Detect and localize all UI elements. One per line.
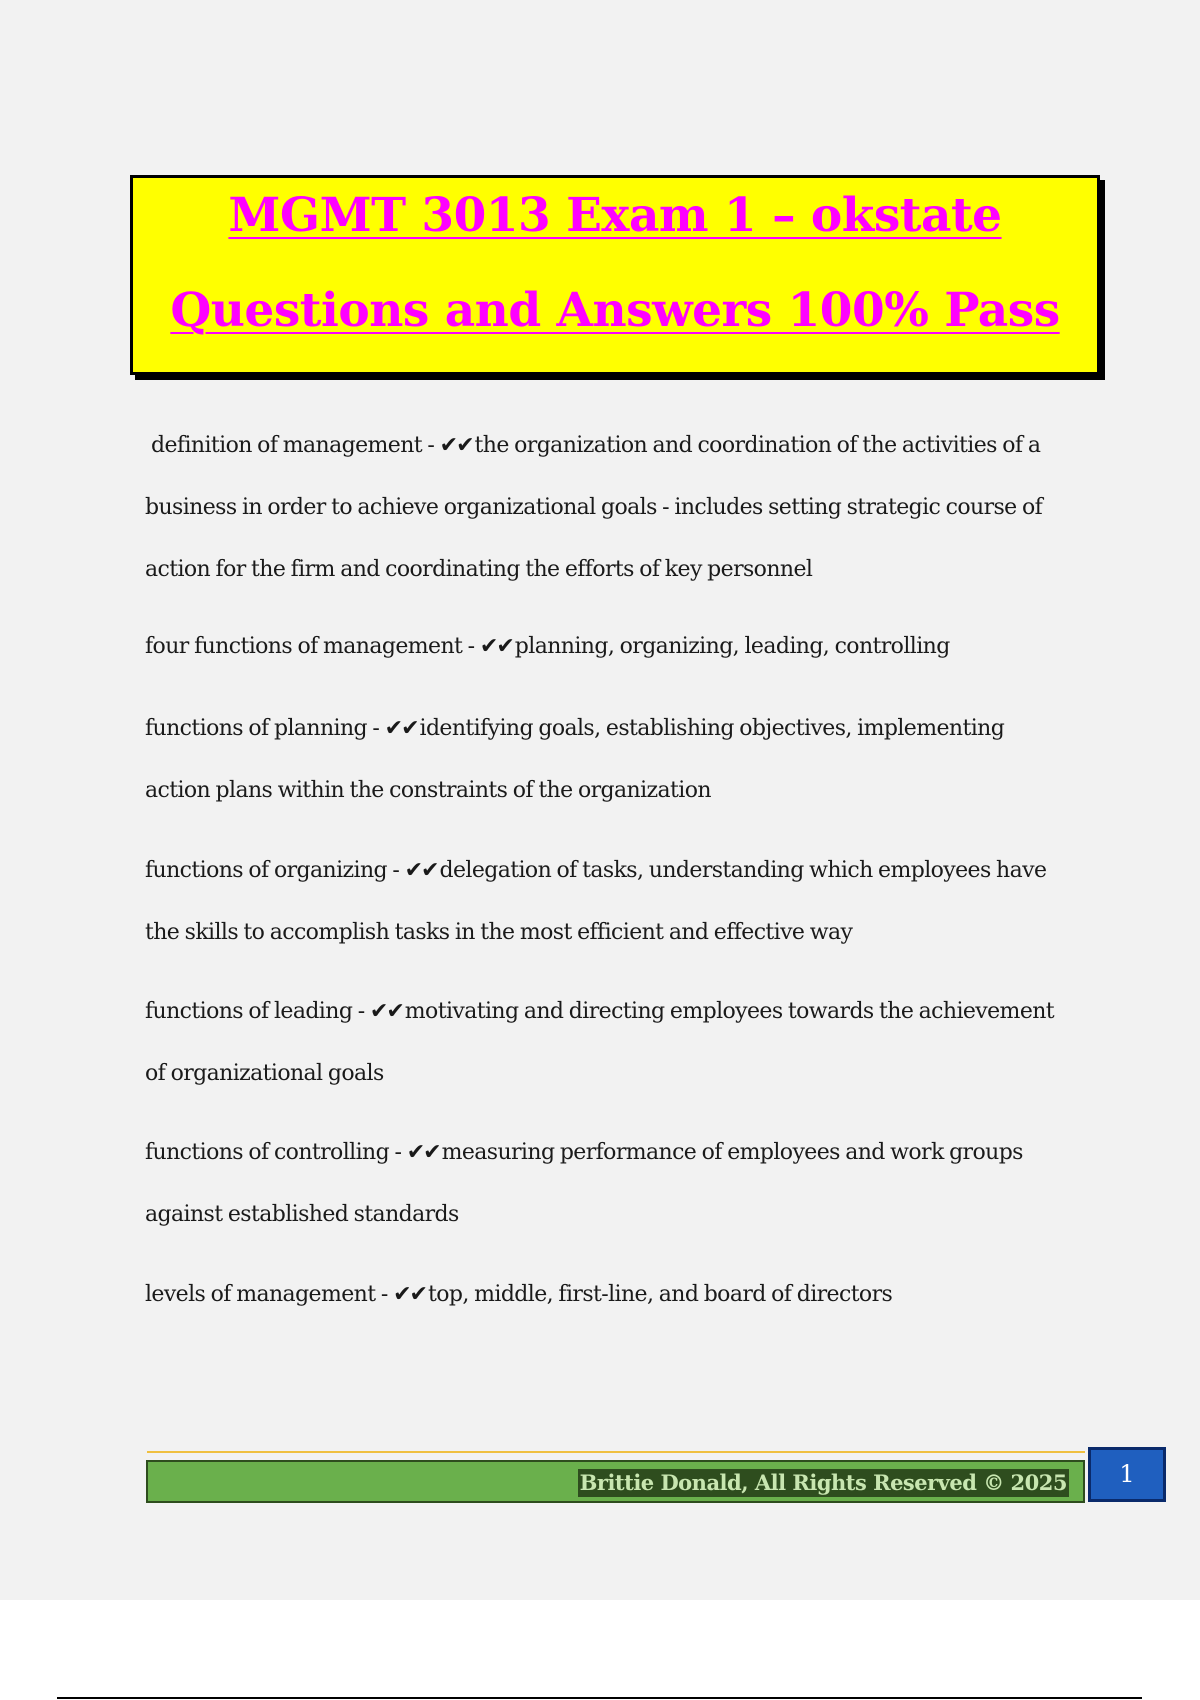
qa-item-functions-of-controlling: [145, 1122, 1090, 1246]
qa-term: functions of leading -: [145, 999, 370, 1024]
qa-first-line: [145, 1122, 1090, 1184]
qa-term: functions of controlling -: [145, 1140, 407, 1165]
qa-answer: motivating and directing employees towards the achievement: [404, 999, 1055, 1024]
footer-bar: [146, 1460, 1085, 1503]
double-check-icon: ✔✔: [393, 1282, 426, 1307]
qa-item-functions-of-planning: [145, 698, 1090, 822]
title-box: [130, 175, 1100, 375]
qa-item-functions-of-leading: [145, 981, 1090, 1105]
qa-term: levels of management -: [145, 1282, 394, 1307]
qa-first-line: [145, 840, 1090, 902]
qa-item-levels-of-management: [145, 1264, 1090, 1326]
qa-answer: delegation of tasks, understanding which employees have: [439, 858, 1047, 883]
qa-answer: identifying goals, establishing objectives, implementing: [419, 716, 1005, 741]
double-check-icon: ✔✔: [384, 716, 418, 741]
qa-answer-continued: against established standards: [145, 1202, 459, 1227]
qa-answer-continued: of organizational goals: [145, 1061, 384, 1086]
qa-answer: the organization and coordination of the activities of a: [474, 433, 1041, 458]
double-check-icon: ✔✔: [369, 999, 403, 1024]
qa-item-definition-of-management: [145, 415, 1096, 601]
title-line-1: MGMT 3013 Exam 1 – okstate: [228, 188, 1002, 243]
qa-term: four functions of management -: [145, 634, 480, 659]
qa-item-four-functions: [145, 616, 1090, 678]
page-number: 1: [1119, 1460, 1135, 1488]
qa-term: functions of planning -: [145, 716, 385, 741]
qa-answer: top, middle, first-line, and board of directors: [427, 1282, 893, 1307]
qa-first-line: [151, 415, 1096, 477]
qa-term: functions of organizing -: [145, 858, 405, 883]
footer-rule: [147, 1451, 1085, 1453]
qa-answer-continued: action plans within the constraints of the organization: [145, 778, 711, 803]
qa-answer-continued: the skills to accomplish tasks in the most efficient and effective way: [145, 920, 853, 945]
double-check-icon: ✔✔: [439, 433, 473, 458]
double-check-icon: ✔✔: [406, 1140, 440, 1165]
qa-first-line: [145, 981, 1090, 1043]
footer-copyright: Brittie Donald, All Rights Reserved © 2025: [579, 1470, 1067, 1495]
qa-answer: measuring performance of employees and work groups: [441, 1140, 1023, 1165]
qa-answer: planning, organizing, leading, controlling: [514, 634, 950, 659]
qa-item-functions-of-organizing: [145, 840, 1090, 964]
qa-first-line: [145, 698, 1090, 760]
qa-answer-continued: business in order to achieve organizational goals - includes setting strategic course of: [145, 495, 1043, 520]
page-separator-rule: [57, 1697, 1142, 1699]
qa-first-line: [145, 616, 1090, 678]
double-check-icon: ✔✔: [404, 858, 438, 883]
qa-term: definition of management -: [151, 433, 440, 458]
qa-first-line: [145, 1264, 1090, 1326]
title-line-2: Questions and Answers 100% Pass: [170, 283, 1060, 338]
qa-answer-continued: action for the firm and coordinating the efforts of key personnel: [145, 557, 813, 582]
double-check-icon: ✔✔: [479, 634, 513, 659]
page-number-box: [1088, 1447, 1166, 1502]
